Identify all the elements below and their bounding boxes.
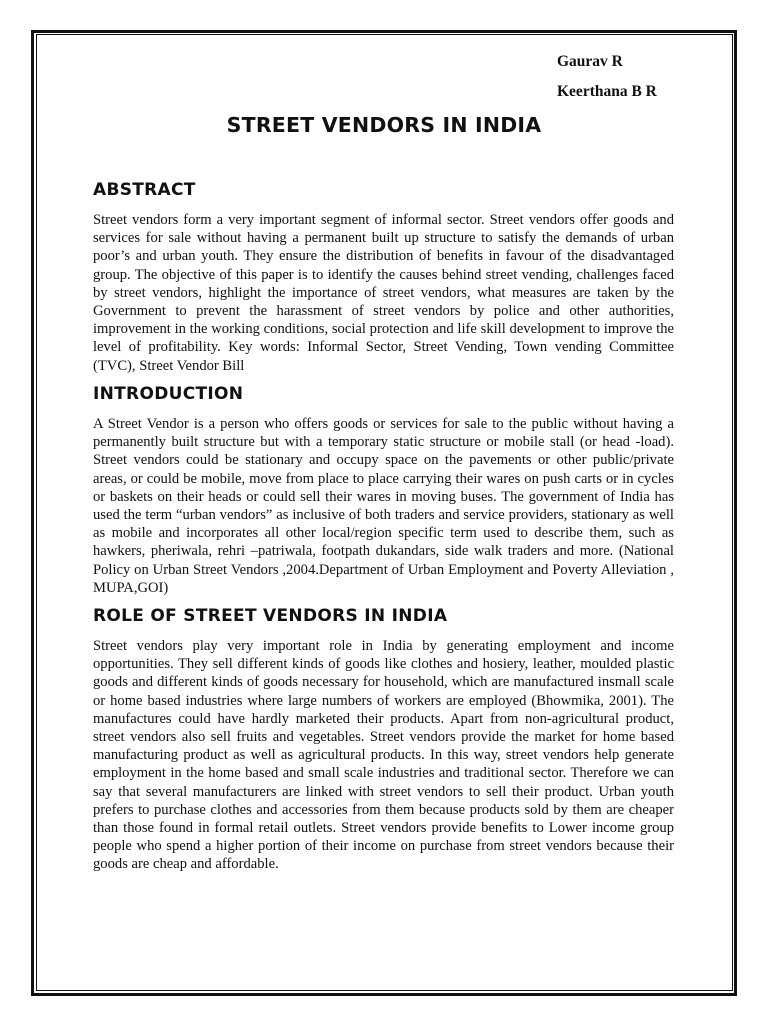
introduction-paragraph: A Street Vendor is a person who offers goods or services for sale to the public without having a permanently built structure but with a temporary static structure or mobile stall (or head -load). Street vendors could be stationary and occupy space on the pavements or other public/private areas, or could be mobile, move from place to place carrying their wares on push carts or in cycles or baskets on their heads or could sell their wares in moving buses. The government of India has used the term “urban vendors” as inclusive of both traders and service providers, stationary as well as mobile and incorporates all other local/region specific term used to describe them, such as hawkers, pheriwala, rehri –patriwala, footpath dukandars, side walk traders and more. (National Policy on Urban Street Vendors ,2004.Department of Urban Employment and Poverty Alleviation , MUPA,GOI)	[93, 416, 674, 596]
author-name: Keerthana B R	[557, 83, 657, 100]
section-heading-introduction: INTRODUCTION	[93, 384, 244, 404]
section-heading-abstract: ABSTRACT	[93, 180, 196, 200]
role-paragraph: Street vendors play very important role in India by generating employment and income opportunities. They sell different kinds of goods like clothes and hosiery, leather, moulded plastic goods and different kinds of goods necessary for household, which are manufactured insmall scale or home based industries where large numbers of workers are employed (Bhowmika, 2001). The manufactures could have hardly marketed their products. Apart from non-agricultural product, street vendors also sell fruits and vegetables. Street vendors provide the market for home based manufacturing product as well as agricultural products. In this way, street vendors help generate employment in the home based and small scale industries and traditional sector. Therefore we can say that several manufacturers are linked with street vendors to sell their product. Urban youth prefers to purchase clothes and accessories from them because products sold by them are cheaper than those found in formal retail outlets. Street vendors provide benefits to Lower income group people who spend a higher portion of their income on purchase from street vendors because their goods are cheap and affordable.	[93, 638, 674, 873]
paper-title: STREET VENDORS IN INDIA	[226, 113, 542, 137]
author-list	[557, 52, 657, 112]
author-name: Gaurav R	[557, 53, 623, 70]
section-heading-role: ROLE OF STREET VENDORS IN INDIA	[93, 606, 448, 626]
abstract-paragraph: Street vendors form a very important segment of informal sector. Street vendors offer goods and services for sale without having a permanent built up structure to satisfy the demands of urban poor’s and urban youth. They ensure the distribution of benefits in favour of the disadvantaged group. The objective of this paper is to identify the causes behind street vending, challenges faced by street vendors, highlight the importance of street vendors, what measures are taken by the Government to prevent the harassment of street vendors by police and other authorities, improvement in the working conditions, social protection and life skill development to improve the level of profitability. Key words: Informal Sector, Street Vending, Town vending Committee (TVC), Street Vendor Bill	[93, 212, 674, 374]
